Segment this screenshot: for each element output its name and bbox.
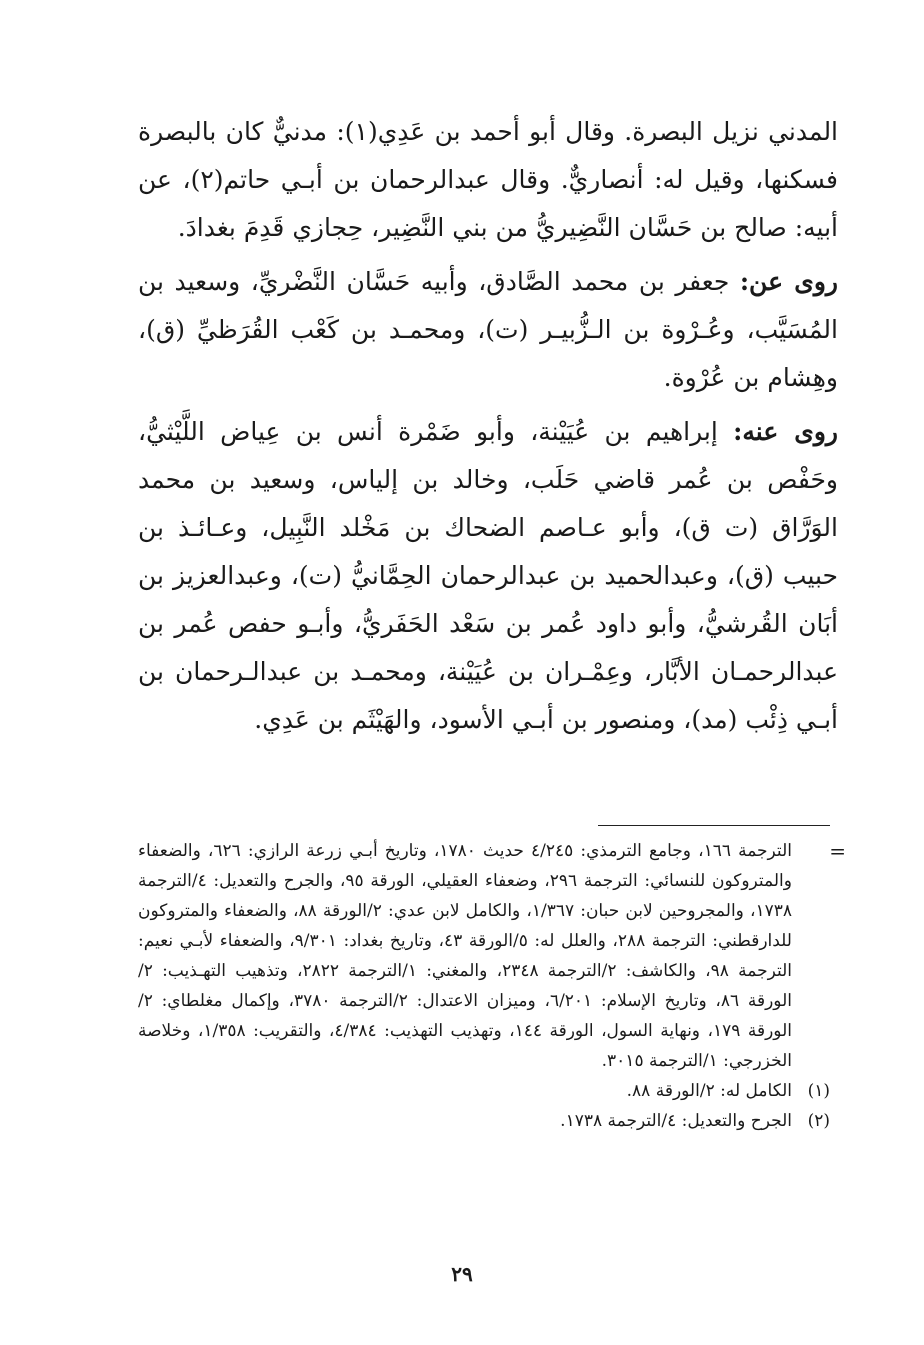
paragraph-narrated-by [138, 408, 838, 744]
footnote-text: الكامل له: ٢/الورقة ٨٨. [626, 1081, 792, 1101]
main-text [138, 108, 838, 744]
paragraph-text: جعفر بن محمد الصَّادق، وأبيه حَسَّان النَّضْريِّ، وسعيد بن المُسَيَّب، وعُـرْوة بن الـزُّبيـر (ت)، ومحمـد بن كَعْب القُرَظيِّ (ق)، وهِشام بن عُرْوة. [138, 267, 838, 392]
paragraph-lead: روى عن: [739, 267, 838, 296]
footnote-continuation [138, 836, 846, 1076]
paragraph-narrated-from [138, 258, 838, 402]
footnote-continuation-text: الترجمة ١٦٦، وجامع الترمذي: ٤/٢٤٥ حديث ١٧٨٠، وتاريخ أبـي زرعة الرازي: ٦٢٦، والضعفاء والمتروكون للنسائي: الترجمة ٢٩٦، وضعفاء العقيلي، الورقة ٩٥، والجرح والتعديل: ٤/الترجمة ١٧٣٨، والمجروحين لابن حبان: ١/٣٦٧، والكامل لابن عدي: ٢/الورقة ٨٨، والضعفاء والمتروكون للدارقطني: الترجمة ٢٨٨، والعلل له: ٥/الورقة ٤٣، وتاريخ بغداد: ٩/٣٠١، والضعفاء لأبـي نعيم: الترجمة ٩٨، والكاشف: ٢/الترجمة ٢٣٤٨، والمغني: ١/الترجمة ٢٨٢٢، وتذهيب التهـذيب: ٢/الورقة ٨٦، وتاريخ الإسلام: ٦/٢٠١، وميزان الاعتدال: ٢/الترجمة ٣٧٨٠، وإكمال مغلطاي: ٢/الورقة ١٧٩، ونهاية السول، الورقة ١٤٤، وتهذيب التهذيب: ٤/٣٨٤، والتقريب: ١/٣٥٨، وخلاصة الخزرجي: ١/الترجمة ٣٠١٥. [138, 841, 792, 1071]
paragraph-text: المدني نزيل البصرة. وقال أبو أحمد بن عَدِي(١): مدنيٌّ كان بالبصرة فسكنها، وقيل له: أنصاريٌّ. وقال عبدالرحمان بن أبـي حاتم(٢)، عن أبيه: صالح بن حَسَّان النَّضِيريُّ من بني النَّضِير، حِجازي قَدِمَ بغدادَ. [138, 117, 839, 242]
paragraph-lead: روى عنه: [733, 417, 839, 446]
paragraph-intro [138, 108, 838, 252]
footnote-separator [598, 825, 830, 826]
footnote-2 [138, 1106, 838, 1136]
paragraph-text: إبراهيم بن عُيَيْنة، وأبو ضَمْرة أنس بن عِياض اللَّيْثيُّ، وحَفْص بن عُمر قاضي حَلَب، وخالد بن إلياس، وسعيد بن محمد الوَرَّاق (ت ق)، وأبو عـاصم الضحاك بن مَخْلد النَّبِيل، وعـائـذ بن حبيب (ق)، وعبدالحميد بن عبدالرحمان الحِمَّانيُّ (ت)، وعبدالعزيز بن أبَان القُرشيُّ، وأبو داود عُمر بن سَعْد الحَفَريُّ، وأبـو حفص عُمر بن عبدالرحمـان الأبَّار، وعِمْـران بن عُيَيْنة، ومحمـد بن عبدالـرحمان بن أبـي ذِئْب (مد)، ومنصور بن أبـي الأسود، والهَيْثَم بن عَدِي. [138, 417, 838, 734]
page-number: ٢٩ [451, 1262, 473, 1286]
continuation-mark: = [829, 839, 846, 863]
footnote-number: (٢) [807, 1111, 830, 1131]
footnote-1 [138, 1076, 838, 1106]
footnote-number: (١) [807, 1081, 830, 1101]
footnotes [138, 836, 846, 1136]
footnote-text: الجرح والتعديل: ٤/الترجمة ١٧٣٨. [560, 1111, 792, 1131]
